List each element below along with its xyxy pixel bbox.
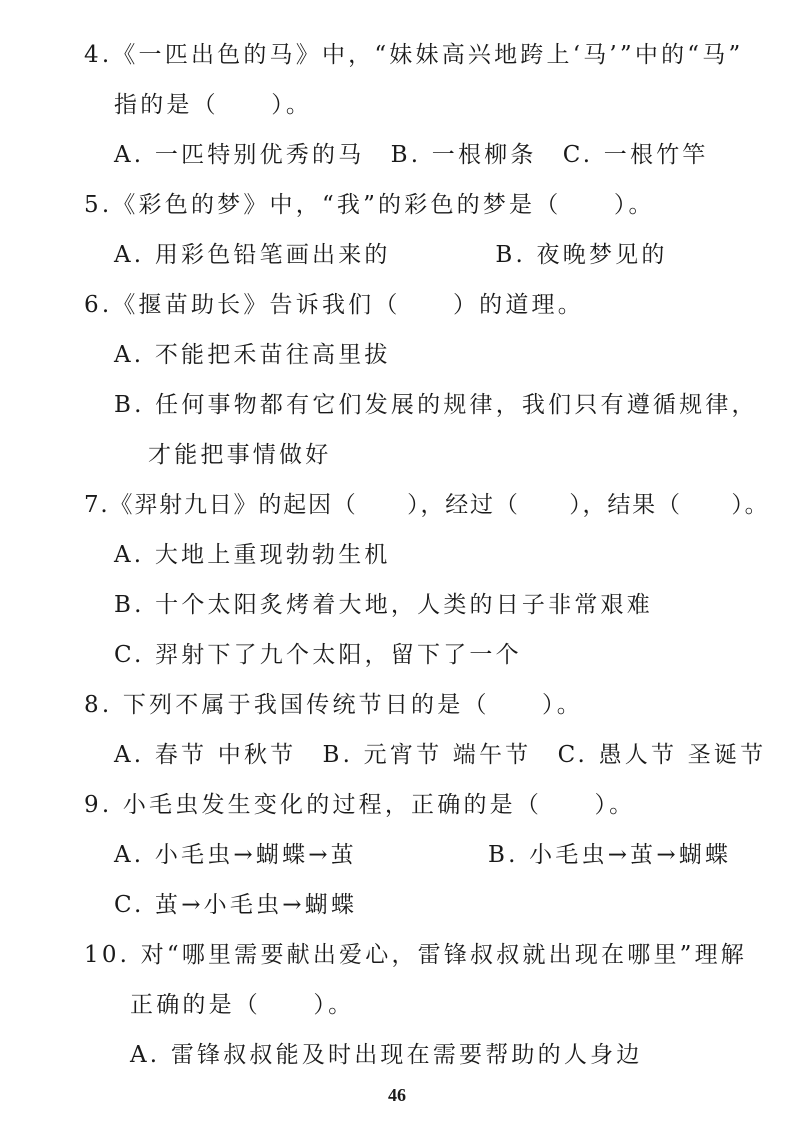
question-6-stem: 6.《揠苗助长》告诉我们（ ）的道理。 xyxy=(84,292,584,318)
question-6-option-b: B. 任何事物都有它们发展的规律，我们只有遵循规律， xyxy=(114,392,758,418)
question-9-option-c: C. 茧→小毛虫→蝴蝶 xyxy=(114,892,358,918)
page-number: 46 xyxy=(388,1085,406,1105)
question-9-options-ab: A. 小毛虫→蝴蝶→茧 B. 小毛虫→茧→蝴蝶 xyxy=(114,842,732,868)
question-10-stem-line-2: 正确的是（ ）。 xyxy=(130,992,355,1018)
question-10-stem-line-1: 10. 对“哪里需要献出爱心，雷锋叔叔就出现在哪里”理解 xyxy=(84,942,748,968)
question-4-stem-line-2: 指的是（ ）。 xyxy=(114,92,313,118)
question-7-stem: 7.《羿射九日》的起因（ ），经过（ ），结果（ ）。 xyxy=(84,492,770,518)
question-8-stem: 8. 下列不属于我国传统节日的是（ ）。 xyxy=(84,692,583,718)
question-9-stem: 9. 小毛虫发生变化的过程，正确的是（ ）。 xyxy=(84,792,636,818)
question-6-option-b-continued: 才能把事情做好 xyxy=(148,442,332,468)
question-6-option-a: A. 不能把禾苗往高里拔 xyxy=(114,342,391,368)
question-8-options: A. 春节 中秋节 B. 元宵节 端午节 C. 愚人节 圣诞节 xyxy=(114,742,767,768)
question-7-option-a: A. 大地上重现勃勃生机 xyxy=(114,542,391,568)
question-7-option-c: C. 羿射下了九个太阳，留下了一个 xyxy=(114,642,522,668)
question-4-stem-line-1: 4.《一匹出色的马》中，“妹妹高兴地跨上‘马’”中的“马” xyxy=(84,42,744,68)
question-5-stem: 5.《彩色的梦》中，“我”的彩色的梦是（ ）。 xyxy=(84,192,655,218)
question-5-options: A. 用彩色铅笔画出来的 B. 夜晚梦见的 xyxy=(114,242,668,268)
question-4-options: A. 一匹特别优秀的马 B. 一根柳条 C. 一根竹竿 xyxy=(114,142,709,168)
question-7-option-b: B. 十个太阳炙烤着大地，人类的日子非常艰难 xyxy=(114,592,653,618)
question-10-option-a: A. 雷锋叔叔能及时出现在需要帮助的人身边 xyxy=(130,1042,643,1068)
